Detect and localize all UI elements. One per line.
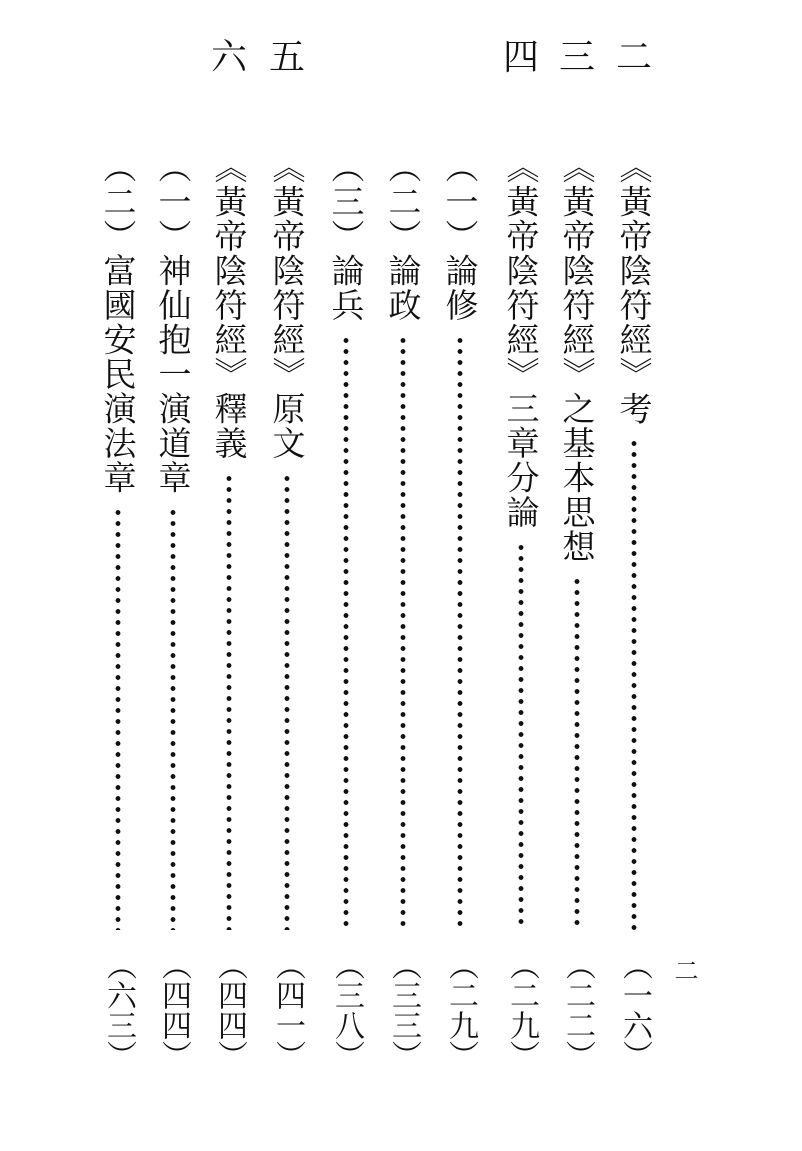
toc-entry[interactable]	[499, 150, 543, 1080]
toc-entry-title: （三）論兵	[326, 150, 366, 323]
dot-leader	[400, 335, 406, 931]
dot-leader	[518, 542, 524, 931]
dot-leader	[170, 507, 176, 930]
toc-entry-page: （三三）	[386, 950, 421, 1070]
toc-entry[interactable]	[555, 150, 599, 1080]
chapter-number-6: 六	[210, 37, 247, 78]
page-number: 二	[670, 958, 698, 982]
toc-entry-page: （三八）	[329, 950, 364, 1070]
chapter-number-3: 三	[558, 37, 595, 78]
dot-leader	[574, 576, 580, 930]
toc-entry-title: 《黃帝陰符經》之基本思想	[557, 150, 597, 564]
toc-entry-title: （一）論修	[440, 150, 480, 323]
toc-entry[interactable]	[438, 150, 482, 1080]
dot-leader	[457, 335, 463, 931]
chapter-number-4: 四	[502, 37, 539, 78]
toc-entry[interactable]	[265, 150, 309, 1080]
dot-leader	[343, 335, 349, 931]
toc-entry[interactable]	[207, 150, 251, 1080]
toc-entry-page: （二九）	[443, 950, 478, 1070]
toc-entry-title: （二）富國安民演法章	[98, 150, 138, 495]
toc-entry[interactable]	[381, 150, 425, 1080]
toc-entry[interactable]	[612, 150, 656, 1080]
dot-leader	[631, 438, 637, 930]
toc-entry-title: （二）論政	[383, 150, 423, 323]
toc-entry-page: （二九）	[504, 950, 539, 1070]
toc-entry[interactable]	[324, 150, 368, 1080]
toc-entry-page: （六三）	[101, 950, 136, 1070]
toc-entry[interactable]	[151, 150, 195, 1080]
toc-entry-title: 《黃帝陰符經》三章分論	[501, 150, 541, 530]
toc-entry-page: （四一）	[270, 950, 305, 1070]
toc-entry-page: （一六）	[617, 950, 652, 1070]
toc-entry-title: 《黃帝陰符經》考	[614, 150, 654, 426]
toc-entry-title: 《黃帝陰符經》原文	[267, 150, 307, 461]
dot-leader	[115, 507, 121, 930]
toc-entry-page: （四四）	[212, 950, 247, 1070]
toc-entry-page: （二二）	[560, 950, 595, 1070]
toc-entry[interactable]	[96, 150, 140, 1080]
toc-entry-title: 《黃帝陰符經》釋義	[209, 150, 249, 461]
toc-entry-page: （四四）	[156, 950, 191, 1070]
chapter-number-2: 二	[615, 37, 652, 78]
dot-leader	[284, 473, 290, 931]
chapter-number-5: 五	[268, 37, 305, 78]
dot-leader	[226, 473, 232, 931]
toc-entry-title: （一）神仙抱一演道章	[153, 150, 193, 495]
